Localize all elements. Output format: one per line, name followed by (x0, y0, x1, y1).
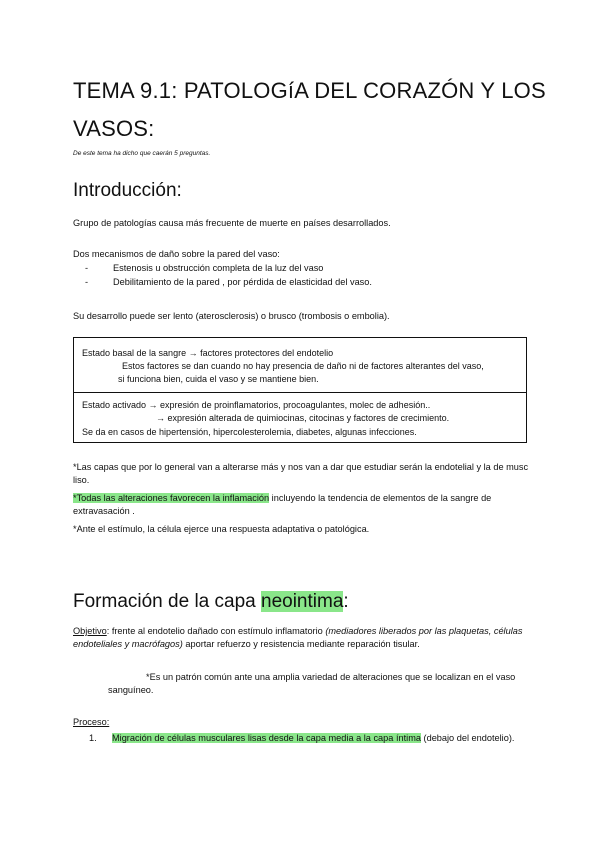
activated-state-causes: Se da en casos de hipertensión, hipercolesterolemia, diabetes, algunas infecciones. (82, 427, 417, 437)
objective-label: Objetivo (73, 626, 107, 636)
note-inflammation (73, 492, 528, 518)
note-layers: *Las capas que por lo general van a alterarse más y nos van a dar que estudiar serán la endotelial y la de musc liso. (73, 462, 529, 485)
basal-state-detail-1: Estos factores se dan cuando no hay presencia de daño ni de factores alterantes del vaso, (122, 361, 484, 371)
damage-mechanisms-list (85, 263, 372, 291)
page-title: TEMA 9.1: PATOLOGíA DEL CORAZÓN Y LOS VASOS: (73, 78, 546, 141)
process-step-1 (89, 731, 529, 745)
list-item: - Debilitamiento de la pared , por pérdida de elasticidad del vaso. (85, 277, 372, 291)
activated-state-detail: → expresión alterada de quimiocinas, citocinas y factores de crecimiento. (156, 413, 450, 423)
list-item: - Estenosis u obstrucción completa de la luz del vaso (85, 263, 372, 277)
step-rest: (debajo del endotelio). (420, 733, 515, 743)
note-response: *Ante el estímulo, la célula ejerce una respuesta adaptativa o patológica. (73, 524, 370, 534)
exam-note: De este tema ha dicho que caerán 5 preguntas. (73, 150, 211, 157)
step-number: 1. (89, 733, 97, 743)
process-label: Proceso: (73, 717, 110, 727)
basal-state-section (74, 338, 526, 392)
note-inflammation-rest: incluyendo la tendencia de elementos de la sangre de extravasación . (73, 493, 492, 516)
objective-paragraph (73, 625, 528, 651)
endothelium-states-box (73, 337, 527, 443)
intro-paragraph-3: Su desarrollo puede ser lento (aterosclerosis) o brusco (trombosis o embolia). (73, 311, 390, 321)
basal-state-detail-2: si funciona bien, cuida el vaso y se mantiene bien. (118, 374, 319, 384)
list-item-text: Estenosis u obstrucción completa de la luz del vaso (113, 263, 324, 273)
neointima-heading-b: : (343, 591, 349, 612)
intro-paragraph-2: Dos mecanismos de daño sobre la pared del vaso: (73, 249, 280, 259)
pattern-note: *Es un patrón común ante una amplia variedad de alteraciones que se localizan en el vaso sanguíneo. (108, 672, 516, 695)
intro-heading: Introducción: (73, 180, 182, 201)
intro-paragraph-1: Grupo de patologías causa más frecuente de muerte en países desarrollados. (73, 218, 391, 228)
objective-text-a: : frente al endotelio dañado con estímulo inflamatorio (106, 626, 326, 636)
neointima-heading-a: Formación de la capa (73, 591, 261, 612)
list-item-text: Debilitamiento de la pared , por pérdida de elasticidad del vaso. (113, 277, 372, 287)
activated-state-line: Estado activado → expresión de proinflamatorios, procoagulantes, molec de adhesión.. (82, 400, 431, 410)
objective-text-b: aportar refuerzo y resistencia mediante reparación tisular. (182, 639, 420, 649)
activated-state-section (74, 392, 526, 443)
objective-mediators: (mediadores liberados por las plaquetas, células endoteliales y macrófagos) (73, 626, 523, 649)
step-highlight: Migración de células musculares lisas desde la capa media a la capa íntima (112, 733, 421, 743)
highlighted-text: *Todas las alteraciones favorecen la inflamación (73, 493, 270, 503)
step-text (112, 731, 529, 745)
basal-state-line: Estado basal de la sangre → factores protectores del endotelio (82, 348, 334, 358)
neointima-heading (73, 591, 349, 613)
neointima-heading-highlight: neointima (261, 591, 344, 612)
